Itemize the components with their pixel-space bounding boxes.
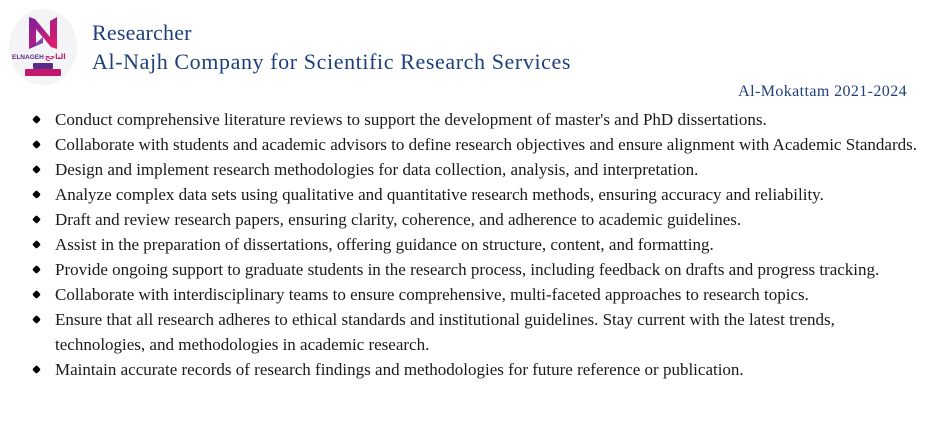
duty-item [29, 132, 919, 157]
bullet-icon [32, 265, 41, 274]
bullet-icon [32, 240, 41, 249]
duty-text: Provide ongoing support to graduate students in the research process, including feedback on drafts and progress tracking. [55, 260, 880, 279]
duty-text: Maintain accurate records of research findings and methodologies for future reference or publication. [55, 360, 744, 379]
logo-latin-text: ELNAGEH [12, 54, 44, 61]
bullet-icon [32, 290, 41, 299]
bullet-icon [32, 115, 41, 124]
duty-item [29, 182, 919, 207]
duty-item [29, 157, 919, 182]
bullet-icon [32, 140, 41, 149]
company-name: Al-Najh Company for Scientific Research Services [92, 49, 572, 74]
bullet-icon [32, 365, 41, 374]
location-date: Al-Mokattam 2021-2024 [738, 83, 907, 100]
bullet-icon [32, 315, 41, 324]
bullet-icon [32, 190, 41, 199]
duty-text: Assist in the preparation of dissertations, offering guidance on structure, content, and formatting. [55, 235, 714, 254]
duty-item [29, 282, 919, 307]
duty-item [29, 307, 919, 357]
duty-item [29, 232, 919, 257]
elnageh-logo-icon [9, 9, 77, 85]
duty-text: Conduct comprehensive literature reviews to support the development of master's and PhD dissertations. [55, 110, 767, 129]
job-title: Researcher [92, 20, 192, 45]
position-header [92, 19, 571, 77]
duty-item [29, 107, 919, 132]
duty-text: Design and implement research methodologies for data collection, analysis, and interpretation. [55, 160, 699, 179]
company-logo [9, 9, 77, 85]
duty-text: Collaborate with interdisciplinary teams to ensure comprehensive, multi-faceted approaches to research topics. [55, 285, 809, 304]
duty-text: Ensure that all research adheres to ethical standards and institutional guidelines. Stay current with the latest trends, technologies, and methodologies in academic research. [55, 310, 835, 354]
duty-item [29, 357, 919, 382]
duty-item [29, 257, 919, 282]
duties-list [29, 107, 919, 382]
duty-text: Draft and review research papers, ensuring clarity, coherence, and adherence to academic guidelines. [55, 210, 742, 229]
duty-item [29, 207, 919, 232]
bullet-icon [32, 215, 41, 224]
duty-text: Collaborate with students and academic advisors to define research objectives and ensure alignment with Academic Standards. [55, 135, 918, 154]
duty-text: Analyze complex data sets using qualitative and quantitative research methods, ensuring accuracy and reliability. [55, 185, 824, 204]
logo-arabic-text: الناجح [45, 53, 66, 61]
bullet-icon [32, 165, 41, 174]
